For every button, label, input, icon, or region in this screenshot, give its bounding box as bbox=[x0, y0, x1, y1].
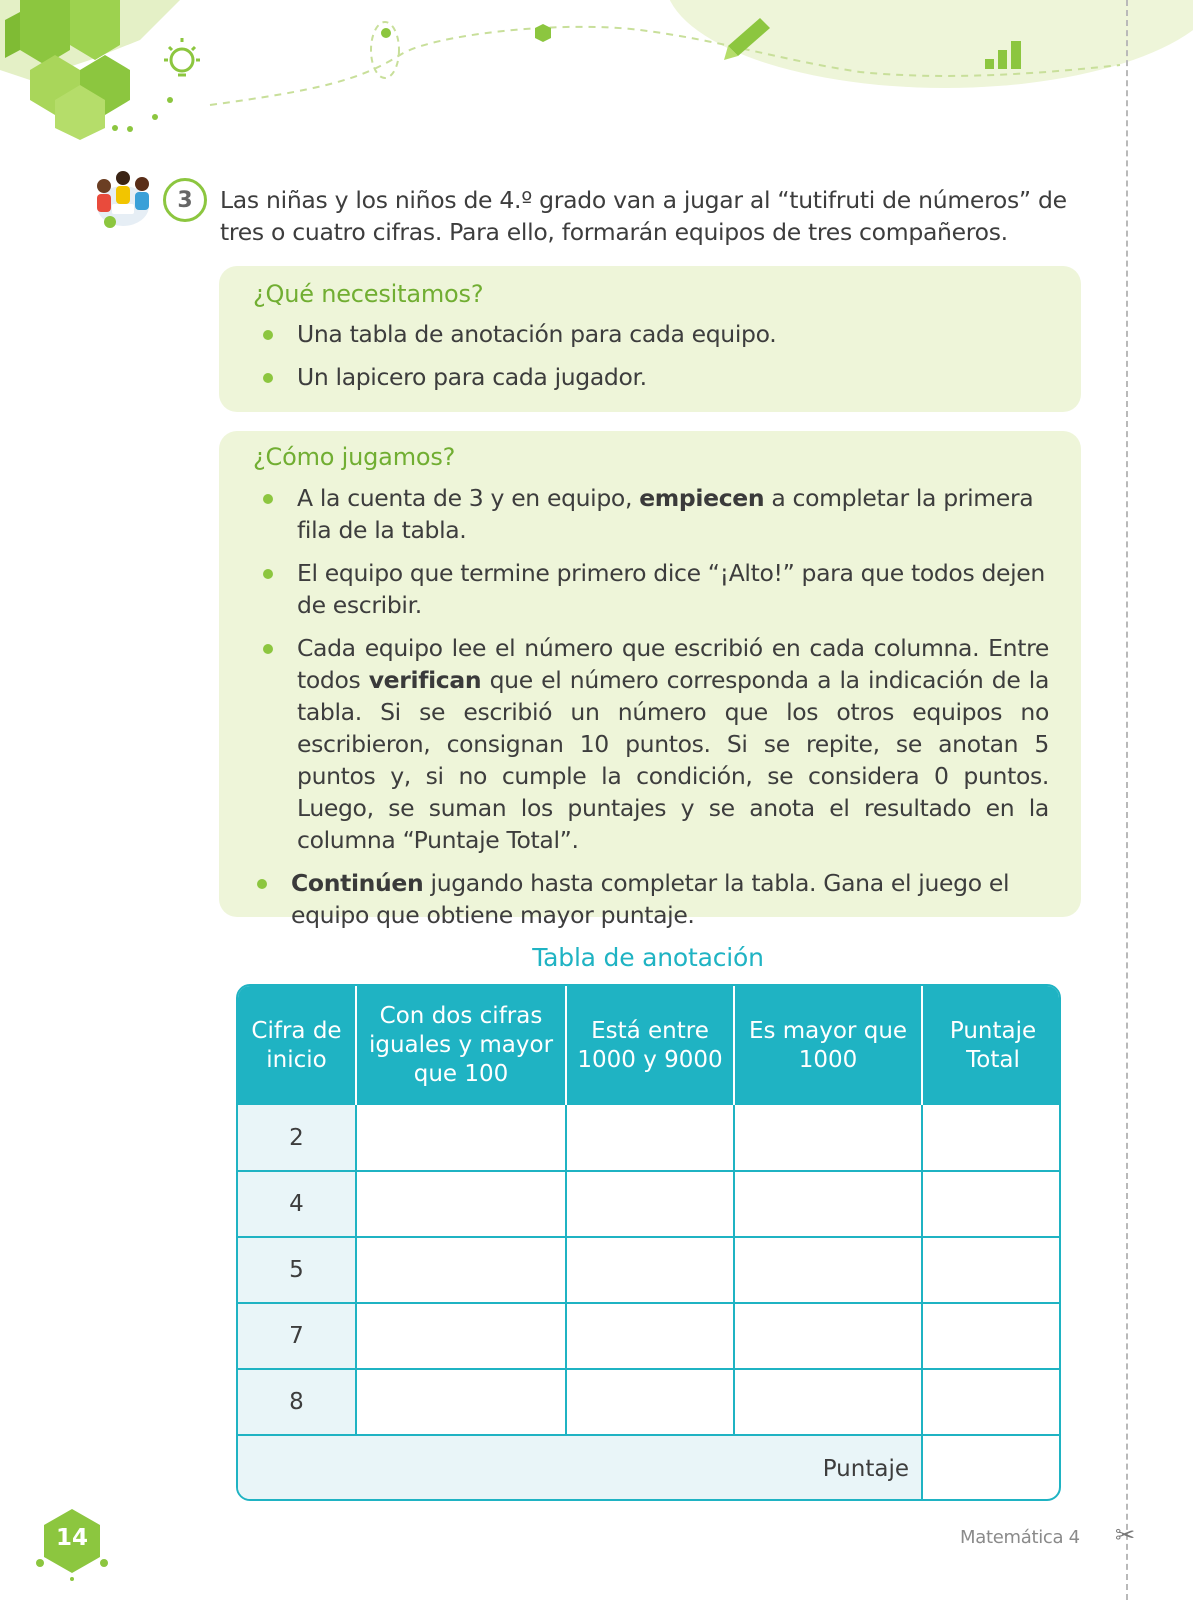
table-row bbox=[238, 1105, 1061, 1171]
answer-cell[interactable] bbox=[566, 1171, 734, 1237]
header-two-equal-digits: Con dos cifras iguales y mayor que 100 bbox=[356, 986, 566, 1105]
table-footer-row bbox=[238, 1435, 1061, 1501]
total-score-label: Puntaje bbox=[238, 1435, 922, 1501]
rules-item: Continúen jugando hasta completar la tabla. Gana el juego el equipo que obtiene mayor puntaje. bbox=[253, 867, 1043, 931]
page-number: 14 bbox=[55, 1525, 88, 1551]
rules-item: A la cuenta de 3 y en equipo, empiecen a completar la primera fila de la tabla. bbox=[259, 482, 1049, 546]
answer-cell[interactable] bbox=[734, 1105, 922, 1171]
answer-cell[interactable] bbox=[356, 1171, 566, 1237]
book-title: Matemática 4 bbox=[960, 1527, 1080, 1548]
problem-number-badge: 3 bbox=[163, 178, 207, 222]
rules-item: Cada equipo lee el número que escribió en cada columna. Entre todos verifican que el número corresponda a la indicación de la tabla. Si se escribió un número que los otros equipos no escribieron, consignan 10 puntos. Si se repite, se anotan 5 puntos y, si no cumple la condición, se considera 0 puntos. Luego, se suman los puntajes y se anota el resultado en la columna “Puntaje Total”. bbox=[259, 632, 1049, 856]
score-table bbox=[236, 984, 1061, 1501]
header-decoration bbox=[0, 0, 1193, 150]
table-row bbox=[238, 1237, 1061, 1303]
start-digit-cell: 5 bbox=[238, 1237, 356, 1303]
header-total-score: Puntaje Total bbox=[922, 986, 1061, 1105]
answer-cell[interactable] bbox=[734, 1171, 922, 1237]
table-row bbox=[238, 1303, 1061, 1369]
start-digit-cell: 2 bbox=[238, 1105, 356, 1171]
total-score-cell[interactable] bbox=[922, 1435, 1061, 1501]
rules-item: El equipo que termine primero dice “¡Alto!” para que todos dejen de escribir. bbox=[259, 557, 1049, 621]
table-row bbox=[238, 1369, 1061, 1435]
page-number-badge bbox=[36, 1505, 108, 1581]
score-cell[interactable] bbox=[922, 1237, 1061, 1303]
scissors-icon: ✂ bbox=[1115, 1521, 1136, 1549]
table-row bbox=[238, 1171, 1061, 1237]
answer-cell[interactable] bbox=[734, 1303, 922, 1369]
problem-intro-text: Las niñas y los niños de 4.º grado van a jugar al “tutifruti de números” de tres o cuatro cifras. Para ello, formarán equipos de tres compañeros. bbox=[220, 186, 1067, 246]
kids-group-icon bbox=[88, 164, 158, 234]
start-digit-cell: 7 bbox=[238, 1303, 356, 1369]
answer-cell[interactable] bbox=[356, 1105, 566, 1171]
start-digit-cell: 8 bbox=[238, 1369, 356, 1435]
answer-cell[interactable] bbox=[356, 1303, 566, 1369]
score-cell[interactable] bbox=[922, 1171, 1061, 1237]
header-greater-than: Es mayor que 1000 bbox=[734, 986, 922, 1105]
cut-line bbox=[1126, 0, 1128, 1600]
bullet-icon bbox=[263, 330, 273, 340]
header-between: Está entre 1000 y 9000 bbox=[566, 986, 734, 1105]
answer-cell[interactable] bbox=[566, 1237, 734, 1303]
bullet-icon bbox=[263, 494, 273, 504]
needs-box bbox=[219, 266, 1081, 412]
rules-title: ¿Cómo jugamos? bbox=[253, 443, 456, 471]
needs-item: Una tabla de anotación para cada equipo. bbox=[259, 318, 1049, 350]
score-cell[interactable] bbox=[922, 1369, 1061, 1435]
bullet-icon bbox=[257, 879, 267, 889]
answer-cell[interactable] bbox=[734, 1237, 922, 1303]
rules-list bbox=[259, 482, 1049, 931]
rules-box bbox=[219, 431, 1081, 929]
header-start-digit: Cifra de inicio bbox=[238, 986, 356, 1105]
answer-cell[interactable] bbox=[566, 1369, 734, 1435]
answer-cell[interactable] bbox=[356, 1237, 566, 1303]
answer-cell[interactable] bbox=[566, 1105, 734, 1171]
needs-list bbox=[259, 318, 1049, 393]
bullet-icon bbox=[263, 644, 273, 654]
bullet-icon bbox=[263, 373, 273, 383]
needs-title: ¿Qué necesitamos? bbox=[253, 280, 484, 308]
table-header-row bbox=[238, 986, 1061, 1105]
needs-item: Un lapicero para cada jugador. bbox=[259, 361, 1049, 393]
lightbulb-icon bbox=[164, 38, 200, 75]
table-title: Tabla de anotación bbox=[532, 943, 764, 972]
answer-cell[interactable] bbox=[566, 1303, 734, 1369]
answer-cell[interactable] bbox=[734, 1369, 922, 1435]
answer-cell[interactable] bbox=[356, 1369, 566, 1435]
score-cell[interactable] bbox=[922, 1105, 1061, 1171]
score-cell[interactable] bbox=[922, 1303, 1061, 1369]
start-digit-cell: 4 bbox=[238, 1171, 356, 1237]
bullet-icon bbox=[263, 569, 273, 579]
